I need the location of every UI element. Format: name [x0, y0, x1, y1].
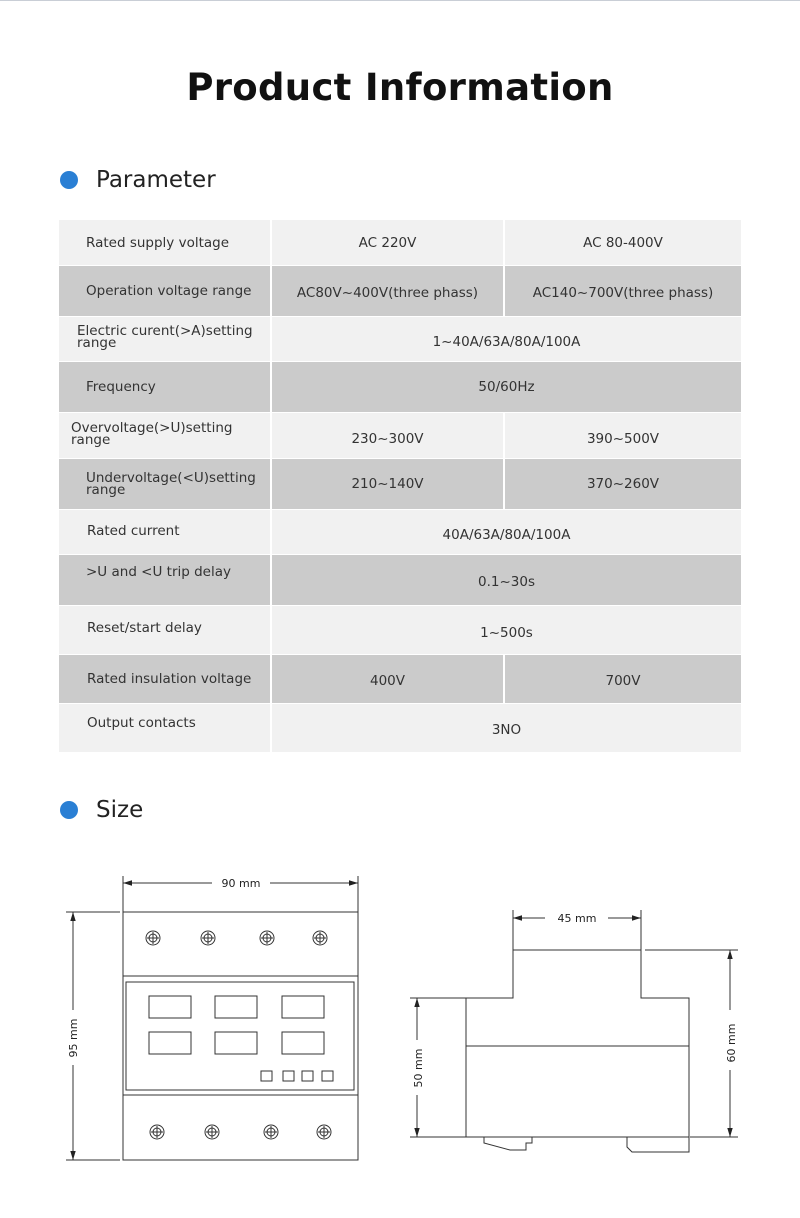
- dimension-drawing: [0, 860, 800, 1200]
- row-value: 210~140V: [272, 459, 505, 509]
- front-width-label: 90 mm: [221, 877, 261, 890]
- table-row: [59, 266, 741, 316]
- side-width-label: 45 mm: [557, 912, 597, 925]
- row-label: Rated current: [59, 510, 272, 554]
- row-value: AC140~700V(three phass): [532, 285, 714, 301]
- table-row: [59, 606, 741, 654]
- side-height-outer-label: 60 mm: [725, 1023, 738, 1063]
- row-value: 40A/63A/80A/100A: [442, 527, 571, 543]
- table-row: [59, 413, 741, 458]
- row-value: 1~40A/63A/80A/100A: [432, 334, 581, 350]
- row-label: Rated supply voltage: [59, 220, 272, 265]
- row-value: 400V: [272, 655, 505, 703]
- row-value: 50/60Hz: [478, 379, 535, 395]
- row-value: AC 220V: [272, 220, 505, 265]
- bullet-dot-icon: [60, 801, 78, 819]
- row-label: >U and <U trip delay: [59, 555, 272, 605]
- row-label: Output contacts: [59, 704, 272, 752]
- section-title: Parameter: [96, 167, 216, 193]
- row-value: 1~500s: [480, 625, 533, 641]
- table-row: [59, 220, 741, 265]
- row-value: 0.1~30s: [478, 574, 535, 590]
- front-height-label: 95 mm: [67, 1018, 80, 1058]
- row-value: 390~500V: [586, 430, 660, 447]
- table-row: [59, 510, 741, 554]
- row-label: Reset/start delay: [59, 606, 272, 654]
- row-label: Undervoltage(<U)setting range: [59, 459, 272, 509]
- section-heading-parameter: [60, 165, 216, 195]
- row-value: 700V: [605, 673, 641, 689]
- row-value: AC 80-400V: [583, 234, 663, 251]
- bullet-dot-icon: [60, 171, 78, 189]
- row-value: 230~300V: [272, 413, 505, 458]
- table-row: [59, 317, 741, 361]
- row-label: Overvoltage(>U)setting range: [59, 413, 272, 458]
- table-row: [59, 555, 741, 605]
- section-heading-size: [60, 795, 143, 825]
- page-title: Product Information: [186, 66, 614, 109]
- table-row: [59, 459, 741, 509]
- section-title: Size: [96, 797, 144, 823]
- row-label: Rated insulation voltage: [59, 655, 272, 703]
- table-row: [59, 362, 741, 412]
- row-label: Operation voltage range: [59, 266, 272, 316]
- top-border-line: [0, 0, 800, 1]
- table-row: [59, 704, 741, 752]
- table-row: [59, 655, 741, 703]
- side-height-inner-label: 50 mm: [412, 1048, 425, 1088]
- row-value: AC80V~400V(three phass): [272, 266, 505, 316]
- row-value: 370~260V: [586, 476, 660, 492]
- row-label: Electric curent(>A)setting range: [59, 317, 272, 361]
- row-value: 3NO: [491, 722, 522, 738]
- row-label: Frequency: [59, 362, 272, 412]
